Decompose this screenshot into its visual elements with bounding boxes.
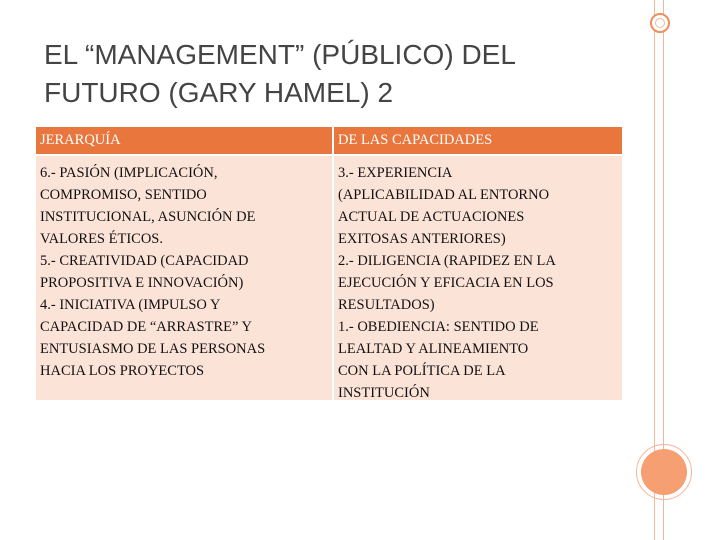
table-cell-line: 6.- PASIÓN (IMPLICACIÓN,	[40, 165, 218, 181]
table-cell-line: CAPACIDAD DE “ARRASTRE” Y	[40, 319, 253, 335]
table-cell-line: EJECUCIÓN Y EFICACIA EN LOS	[338, 275, 554, 291]
capabilities-table	[36, 127, 622, 400]
table-cell-line: (APLICABILIDAD AL ENTORNO	[338, 187, 550, 203]
decorative-circle-large	[641, 449, 687, 495]
table-header-capabilities: DE LAS CAPACIDADES	[334, 127, 622, 154]
slide-title: EL “MANAGEMENT” (PÚBLICO) DEL FUTURO (GARY HAMEL) 2	[44, 39, 516, 108]
table-cell-right	[334, 156, 622, 400]
table-cell-line: PROPOSITIVA E INNOVACIÓN)	[40, 275, 244, 291]
table-cell-line: ACTUAL DE ACTUACIONES	[338, 209, 525, 225]
table-header-hierarchy: JERARQUÍA	[36, 127, 332, 154]
table-cell-line: 3.- EXPERIENCIA	[338, 165, 453, 181]
table-cell-line: INSTITUCIÓN	[338, 385, 430, 401]
table-cell-left	[36, 156, 332, 400]
decorative-circle-inner	[655, 18, 665, 28]
table-cell-line: 5.- CREATIVIDAD (CAPACIDAD	[40, 253, 249, 269]
table-cell-line: RESULTADOS)	[338, 297, 435, 313]
table-cell-line: LEALTAD Y ALINEAMIENTO	[338, 341, 529, 357]
table-cell-line: 4.- INICIATIVA (IMPULSO Y	[40, 297, 221, 313]
table-cell-line: HACIA LOS PROYECTOS	[40, 363, 205, 379]
table-cell-line: VALORES ÉTICOS.	[40, 231, 163, 247]
table-cell-line: COMPROMISO, SENTIDO	[40, 187, 207, 203]
table-cell-line: 2.- DILIGENCIA (RAPIDEZ EN LA	[338, 253, 556, 269]
table-cell-line: 1.- OBEDIENCIA: SENTIDO DE	[338, 319, 539, 335]
table-cell-line: EXITOSAS ANTERIORES)	[338, 231, 506, 247]
table-cell-line: ENTUSIASMO DE LAS PERSONAS	[40, 341, 266, 357]
table-cell-line: INSTITUCIONAL, ASUNCIÓN DE	[40, 209, 256, 225]
table-cell-line: CON LA POLÍTICA DE LA	[338, 363, 506, 379]
